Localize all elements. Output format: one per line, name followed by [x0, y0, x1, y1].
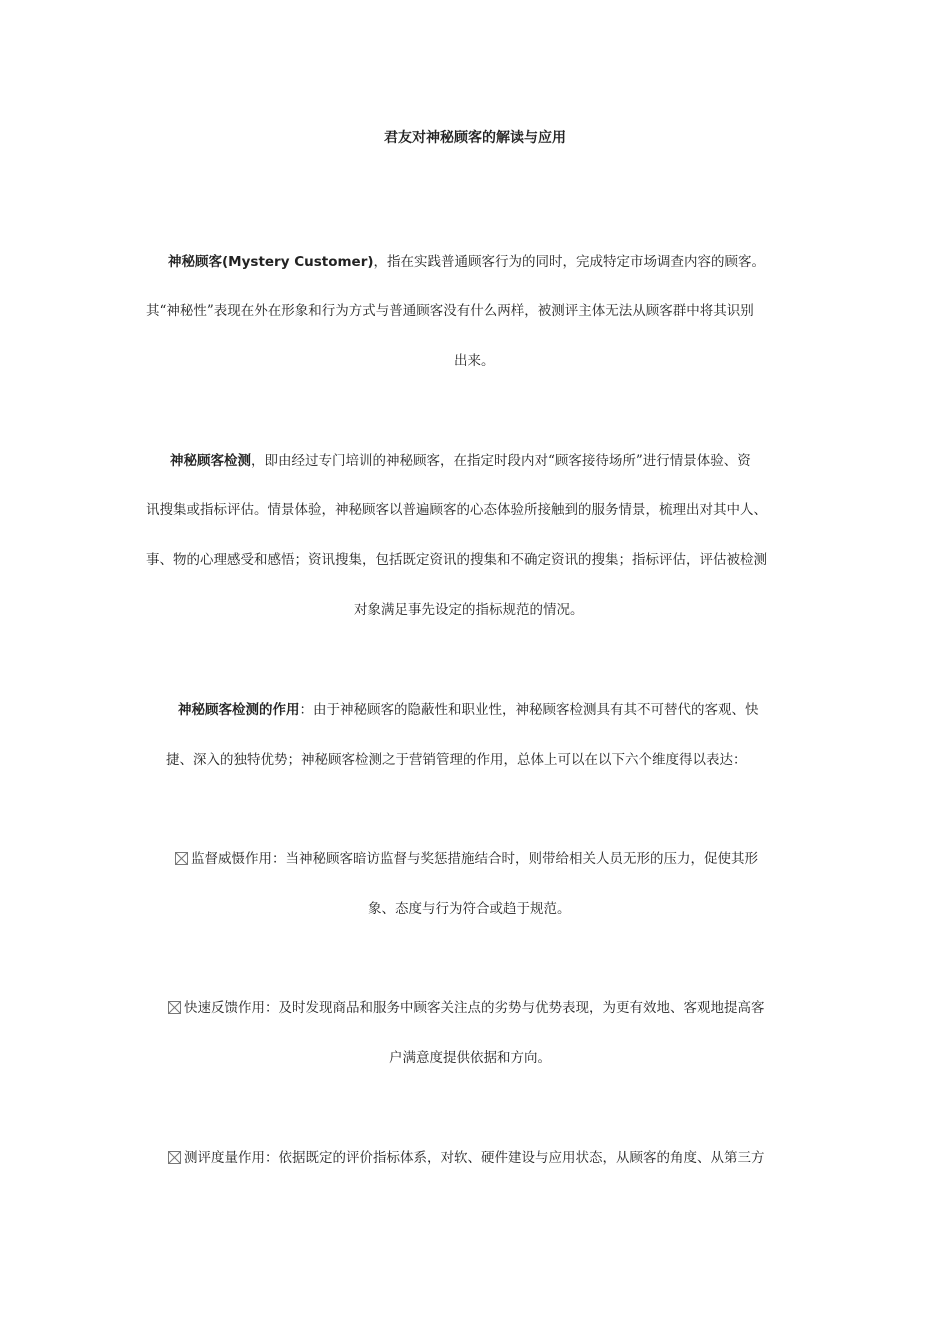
p2-line4: 对象满足事先设定的指标规范的情况。	[354, 602, 584, 618]
p1-line3: 出来。	[454, 353, 495, 369]
p2-term: 神秘顾客检测	[170, 453, 251, 469]
list-item	[168, 1148, 765, 1168]
item-1-line2: 象、态度与行为符合或趋于规范。	[368, 901, 571, 917]
list-item	[175, 849, 758, 869]
item-2-line1: 快速反馈作用：及时发现商品和服务中顾客关注点的劣势与优势表现，为更有效地、客观地提高客	[184, 1000, 765, 1016]
item-3-line1: 测评度量作用：依据既定的评价指标体系，对软、硬件建设与应用状态，从顾客的角度、从第三方	[184, 1150, 765, 1166]
p3-text: ：由于神秘顾客的隐蔽性和职业性，神秘顾客检测具有其不可替代的客观、快	[299, 702, 759, 718]
broken-image-icon	[168, 1001, 181, 1014]
broken-image-icon	[175, 852, 188, 865]
p1-term: 神秘顾客(Mystery Customer)	[168, 254, 374, 270]
p1-text: ，指在实践普通顾客行为的同时，完成特定市场调查内容的顾客。	[373, 254, 766, 270]
list-item	[168, 998, 765, 1018]
p2-text: ，即由经过专门培训的神秘顾客，在指定时段内对“顾客接待场所”进行情景体验、资	[251, 453, 751, 469]
item-1-line1: 监督威慑作用：当神秘顾客暗访监督与奖惩措施结合时，则带给相关人员无形的压力，促使其形	[191, 851, 758, 867]
p1-line1	[168, 252, 765, 272]
page-title: 君友对神秘顾客的解读与应用	[384, 130, 566, 146]
item-2-line2: 户满意度提供依据和方向。	[389, 1050, 551, 1066]
p3-line2: 捷、深入的独特优势；神秘顾客检测之于营销管理的作用，总体上可以在以下六个维度得以表达：	[166, 752, 747, 768]
broken-image-icon	[168, 1151, 181, 1164]
p2-line2: 讯搜集或指标评估。情景体验，神秘顾客以普遍顾客的心态体验所接触到的服务情景，梳理出对其中人、	[146, 502, 767, 518]
p3-line1	[178, 700, 759, 720]
p2-line1	[170, 451, 751, 471]
p3-term: 神秘顾客检测的作用	[178, 702, 300, 718]
p2-line3: 事、物的心理感受和感悟；资讯搜集，包括既定资讯的搜集和不确定资讯的搜集；指标评估，评估被检测	[146, 552, 767, 568]
p1-line2: 其“神秘性”表现在外在形象和行为方式与普通顾客没有什么两样，被测评主体无法从顾客群中将其识别	[146, 303, 754, 319]
